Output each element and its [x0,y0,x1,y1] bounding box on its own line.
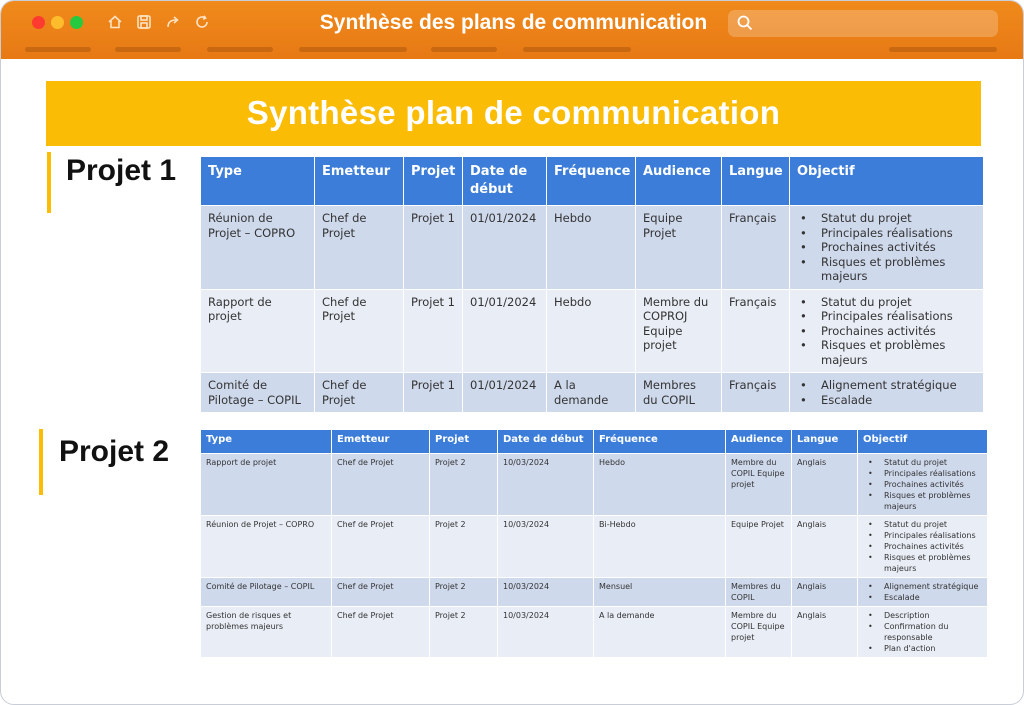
objectif-item: • Risques et problèmes majeurs [863,490,982,512]
column-header: Date de début [498,430,593,453]
tab-placeholder[interactable] [299,47,407,52]
emetteur-cell: Chef de Projet [332,607,429,657]
objectif-cell [790,373,983,412]
search-input[interactable] [728,10,998,37]
project-1-label: Projet 1 [66,154,177,187]
objectif-item: • Escalade [863,592,982,603]
date-cell: 10/03/2024 [498,578,593,606]
langue-cell: Français [722,206,789,289]
audience-cell: Membre du COPIL Equipe projet [726,454,791,515]
frequence-cell: A la demande [547,373,635,412]
window-title: Synthèse des plans de communication [319,11,708,34]
projet-cell: Projet 1 [404,206,462,289]
tab-placeholder[interactable] [115,47,181,52]
audience-cell: Equipe Projet [636,206,721,289]
objectif-item: • Principales réalisations [863,530,982,541]
project-accent-bar [47,152,51,213]
objectif-item: • Prochaines activités [863,541,982,552]
home-icon[interactable] [106,13,124,31]
audience-cell: Membre du COPROJ Equipe projet [636,290,721,373]
slide-title-banner [46,81,981,146]
column-header: Projet [430,430,497,453]
langue-cell: Français [722,290,789,373]
objectif-item: • Prochaines activités [797,240,976,255]
objectif-item: • Description [863,610,982,621]
title-bar [1,1,1023,59]
table-row [201,454,987,515]
date-cell: 01/01/2024 [463,206,546,289]
projet-cell: Projet 2 [430,578,497,606]
type-cell: Comité de Pilotage – COPIL [201,578,331,606]
objectif-item: • Principales réalisations [797,309,976,324]
langue-cell: Anglais [792,516,857,577]
type-cell: Gestion de risques et problèmes majeurs [201,607,331,657]
search-icon [736,14,754,32]
projet-cell: Projet 1 [404,373,462,412]
table-header-row [201,157,983,205]
table-row [201,290,983,373]
objectif-item: • Risques et problèmes majeurs [797,255,976,284]
column-header: Type [201,430,331,453]
table-row [201,607,987,657]
refresh-icon[interactable] [193,13,211,31]
column-header: Audience [726,430,791,453]
date-cell: 01/01/2024 [463,290,546,373]
projet-cell: Projet 2 [430,516,497,577]
type-cell: Réunion de Projet – COPRO [201,516,331,577]
emetteur-cell: Chef de Projet [315,290,403,373]
emetteur-cell: Chef de Projet [332,578,429,606]
table-row [201,516,987,577]
column-header: Langue [722,157,789,205]
column-header: Audience [636,157,721,205]
frequence-cell: Hebdo [594,454,725,515]
audience-cell: Membres du COPIL [726,578,791,606]
project-2-table [200,429,988,658]
tab-placeholder[interactable] [431,47,497,52]
objectif-list [863,581,982,603]
objectif-item: • Risques et problèmes majeurs [863,552,982,574]
column-header: Langue [792,430,857,453]
date-cell: 10/03/2024 [498,516,593,577]
objectif-list [797,378,976,407]
audience-cell: Membre du COPIL Equipe projet [726,607,791,657]
column-header: Objectif [858,430,987,453]
maximize-window-button[interactable] [70,16,83,29]
frequence-cell: A la demande [594,607,725,657]
objectif-list [863,457,982,512]
objectif-item: • Statut du projet [863,519,982,530]
frequence-cell: Hebdo [547,290,635,373]
table-row [201,206,983,289]
type-cell: Rapport de projet [201,454,331,515]
save-icon[interactable] [135,13,153,31]
langue-cell: Anglais [792,578,857,606]
emetteur-cell: Chef de Projet [332,516,429,577]
projet-cell: Projet 2 [430,454,497,515]
column-header: Emetteur [332,430,429,453]
objectif-list [863,610,982,654]
column-header: Projet [404,157,462,205]
emetteur-cell: Chef de Projet [315,206,403,289]
langue-cell: Anglais [792,454,857,515]
date-cell: 01/01/2024 [463,373,546,412]
project-2-label: Projet 2 [59,435,170,468]
objectif-item: • Statut du projet [797,211,976,226]
tab-placeholder[interactable] [523,47,631,52]
frequence-cell: Mensuel [594,578,725,606]
project-1-table [200,156,984,413]
emetteur-cell: Chef de Projet [332,454,429,515]
langue-cell: Anglais [792,607,857,657]
projet-cell: Projet 1 [404,290,462,373]
objectif-cell [790,206,983,289]
objectif-list [863,519,982,574]
frequence-cell: Bi-Hebdo [594,516,725,577]
frequence-cell: Hebdo [547,206,635,289]
table-row [201,373,983,412]
objectif-cell [790,290,983,373]
column-header: Fréquence [547,157,635,205]
objectif-item: • Statut du projet [863,457,982,468]
column-header: Type [201,157,314,205]
objectif-item: • Prochaines activités [863,479,982,490]
objectif-cell [858,578,987,606]
table-header-row [201,430,987,453]
objectif-cell [858,454,987,515]
column-header: Fréquence [594,430,725,453]
objectif-item: • Statut du projet [797,295,976,310]
tab-placeholder[interactable] [25,47,91,52]
type-cell: Réunion de Projet – COPRO [201,206,314,289]
audience-cell: Equipe Projet [726,516,791,577]
type-cell: Comité de Pilotage – COPIL [201,373,314,412]
projet-cell: Projet 2 [430,607,497,657]
share-icon[interactable] [164,13,182,31]
column-header: Date de début [463,157,546,205]
close-window-button[interactable] [32,16,45,29]
tab-placeholder[interactable] [207,47,273,52]
column-header: Objectif [790,157,983,205]
objectif-item: • Principales réalisations [863,468,982,479]
minimize-window-button[interactable] [51,16,64,29]
objectif-item: • Alignement stratégique [863,581,982,592]
objectif-item: • Risques et problèmes majeurs [797,338,976,367]
table-row [201,578,987,606]
objectif-cell [858,516,987,577]
emetteur-cell: Chef de Projet [315,373,403,412]
objectif-item: • Alignement stratégique [797,378,976,393]
objectif-item: • Principales réalisations [797,226,976,241]
tab-placeholder[interactable] [889,47,997,52]
objectif-item: • Plan d'action [863,643,982,654]
slide-title: Synthèse plan de communication [246,94,781,131]
objectif-item: • Confirmation du responsable [863,621,982,643]
column-header: Emetteur [315,157,403,205]
date-cell: 10/03/2024 [498,454,593,515]
project-accent-bar [39,429,43,495]
objectif-list [797,211,976,284]
objectif-list [797,295,976,368]
objectif-item: • Escalade [797,393,976,408]
date-cell: 10/03/2024 [498,607,593,657]
audience-cell: Membres du COPIL [636,373,721,412]
langue-cell: Français [722,373,789,412]
objectif-cell [858,607,987,657]
type-cell: Rapport de projet [201,290,314,373]
objectif-item: • Prochaines activités [797,324,976,339]
